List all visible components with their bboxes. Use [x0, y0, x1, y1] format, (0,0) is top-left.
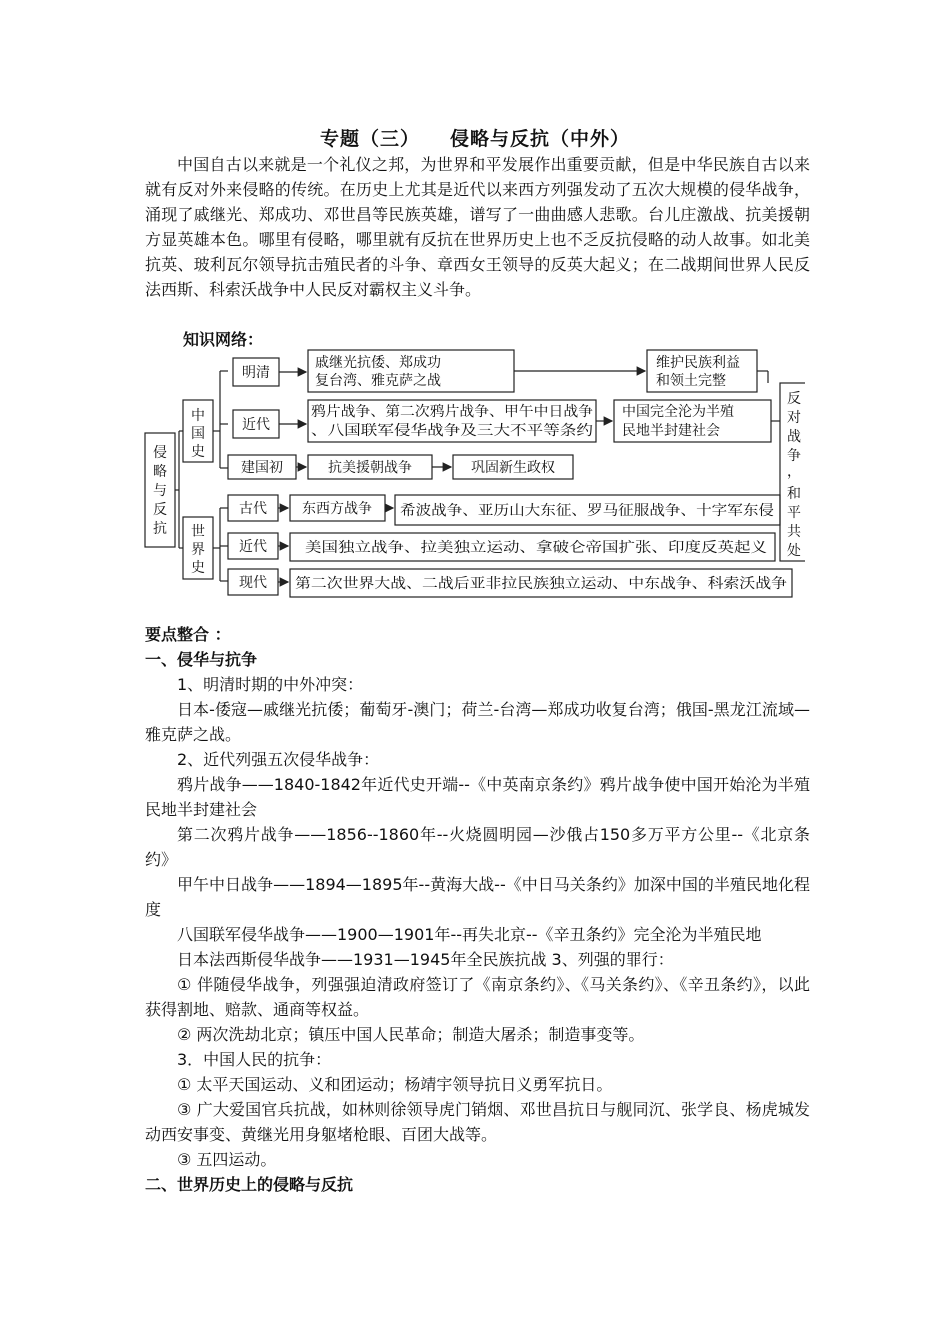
paragraph: ① 伴随侵华战争，列强强迫清政府签订了《南京条约》、《马关条约》、《辛丑条约》，以此获得割地、赔款、通商等权益。: [145, 975, 810, 1019]
knowledge-network-diagram: [140, 345, 805, 600]
period-modern-china: 近代: [242, 417, 270, 433]
period-ancient: 古代: [239, 501, 267, 517]
heading-key-points: 要点整合 ：: [145, 625, 231, 644]
event-modern-china-line1: 鸦片战争、第二次鸦片战争、甲午中日战争: [311, 404, 577, 420]
world-char-1: 世: [191, 524, 205, 540]
right-char-1: 反: [787, 391, 801, 407]
china-char-3: 史: [191, 444, 205, 460]
period-modern-world: 近代: [239, 539, 267, 555]
period-ming-qing: 明清: [242, 365, 270, 381]
paragraph: 1、明清时期的中外冲突：: [177, 675, 364, 694]
event-early-prc: 抗美援朝战争: [328, 460, 412, 476]
result-modern-china-line2: 民地半封建社会: [622, 423, 720, 439]
event-ming-qing-line1: 戚继光抗倭、郑成功: [315, 355, 441, 371]
right-char-2: 对: [787, 410, 801, 426]
result-early-prc: 巩固新生政权: [471, 460, 555, 476]
paragraph: 第二次鸦片战争——1856--1860年--火烧圆明园—沙俄占150多万平方公里--《北京条约》: [145, 825, 810, 869]
paragraph: ③ 广大爱国官兵抗战，如林则徐领导虎门销烟、邓世昌抗日与舰同沉、张学良、杨虎城发动西安事变、黄继光用身躯堵枪眼、百团大战等。: [145, 1100, 810, 1144]
right-char-8: 共: [787, 524, 801, 540]
root-char-3: 与: [153, 483, 167, 499]
sub-ancient: 东西方战争: [302, 501, 372, 517]
event-ming-qing-line2: 复台湾、雅克萨之战: [315, 373, 441, 389]
root-char-1: 侵: [153, 445, 167, 461]
title-part1: 专题（三）: [319, 128, 420, 150]
period-contemporary: 现代: [239, 575, 267, 591]
right-char-6: 和: [787, 486, 801, 502]
title-part2: 侵略与反抗（中外）: [450, 128, 631, 150]
paragraph: 3．中国人民的抗争：: [177, 1050, 332, 1069]
world-char-3: 史: [191, 560, 205, 576]
result-modern-china-line1: 中国完全沦为半殖: [622, 404, 734, 420]
paragraph: ② 两次洗劫北京；镇压中国人民革命；制造大屠杀；制造事变等。: [177, 1025, 645, 1044]
intro-paragraph: [145, 152, 810, 302]
china-char-2: 国: [191, 426, 205, 442]
events-ancient: 希波战争、亚历山大东征、罗马征服战争、十字军东侵: [400, 503, 736, 519]
paragraph: 甲午中日战争——1894—1895年--黄海大战--《中日马关条约》加深中国的半殖民地化程度: [145, 875, 810, 919]
right-char-3: 战: [787, 429, 801, 445]
root-char-2: 略: [153, 464, 167, 480]
paragraph: 2、近代列强五次侵华战争：: [177, 750, 380, 769]
paragraph: ③ 五四运动。: [177, 1150, 277, 1169]
world-char-2: 界: [191, 542, 205, 558]
network-label: 知识网络：: [183, 330, 264, 349]
events-contemporary: 第二次世界大战、二战后亚非拉民族独立运动、中东战争、科索沃战争: [295, 576, 729, 592]
right-char-7: 平: [787, 505, 801, 521]
result-ming-qing-line1: 维护民族利益: [656, 355, 740, 371]
result-ming-qing-line2: 和领土完整: [656, 373, 726, 389]
paragraph: 日本-倭寇—戚继光抗倭；葡萄牙-澳门；荷兰-台湾—郑成功收复台湾；俄国-黑龙江流域—雅克萨之战。: [145, 700, 810, 744]
paragraph: 日本法西斯侵华战争——1931—1945年全民族抗战 3、列强的罪行：: [177, 950, 674, 969]
heading-section-2: 二、世界历史上的侵略与反抗: [145, 1175, 354, 1194]
root-char-4: 反: [153, 502, 167, 518]
heading-section-1: 一、侵华与抗争: [145, 650, 258, 669]
intro-text: 中国自古以来就是一个礼仪之邦，为世界和平发展作出重要贡献，但是中华民族自古以来就有反对外来侵略的传统。在历史上尤其是近代以来西方列强发动了五次大规模的侵华战争，涌现了戚继光、郑成功、邓世昌等民族英雄，谱写了一曲曲感人悲歌。台儿庄激战、抗美援朝方显英雄本色。哪里有侵略，哪里就有反抗在世界历史上也不乏反抗侵略的动人故事。如北美抗英、玻利瓦尔领导抗击殖民者的斗争、章西女王领导的反英大起义；在二战期间世界人民反法西斯、科索沃战争中人民反对霸权主义斗争。: [145, 155, 810, 299]
events-modern-world: 美国独立战争、拉美独立运动、拿破仑帝国扩张、印度反英起义: [305, 540, 697, 556]
period-early-prc: 建国初: [241, 460, 283, 476]
content-section: [145, 622, 810, 1197]
root-char-5: 抗: [153, 521, 167, 537]
right-char-5: ，: [787, 464, 801, 480]
china-char-1: 中: [191, 408, 205, 424]
right-char-4: 争: [787, 448, 801, 464]
page-title: [145, 124, 805, 151]
paragraph: 鸦片战争——1840-1842年近代史开端--《中英南京条约》鸦片战争使中国开始沦为半殖民地半封建社会: [145, 775, 810, 819]
paragraph: 八国联军侵华战争——1900—1901年--再失北京--《辛丑条约》完全沦为半殖民地: [177, 925, 762, 944]
right-char-9: 处: [787, 543, 801, 559]
event-modern-china-line2: 、八国联军侵华战争及三大不平等条约: [311, 423, 549, 439]
paragraph: ① 太平天国运动、义和团运动；杨靖宇领导抗日义勇军抗日。: [177, 1075, 613, 1094]
